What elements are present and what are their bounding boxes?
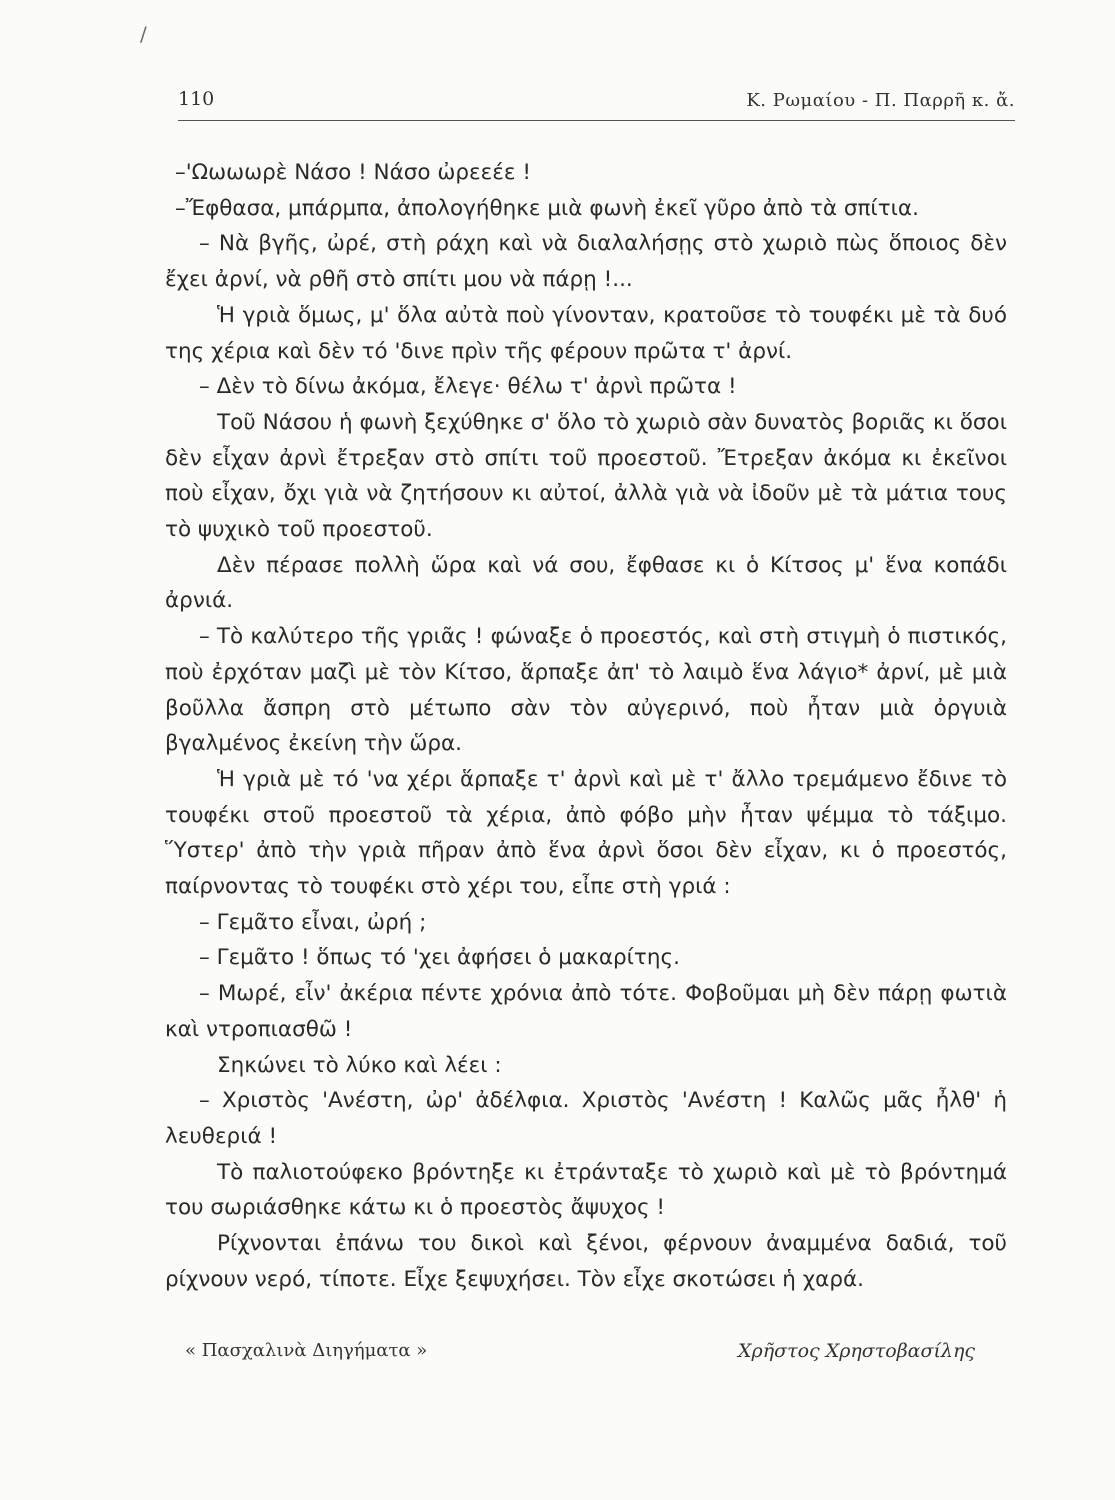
paragraph: Ἡ γριὰ μὲ τό 'να χέρι ἅρπαξε τ' ἀρνὶ καὶ μὲ τ' ἄλλο τρεμάμενο ἔδινε τὸ τουφέκι στοῦ προεστοῦ τὰ χέρια, ἀπὸ φόβο μὴν ἦταν ψέμμα τὸ τάξιμο. Ὕστερ' ἀπὸ τὴν γριὰ πῆραν ἀπὸ ἕνα ἀρνὶ ὅσοι δὲν εἶχαν, κι ὁ προεστός, παίρνοντας τὸ τουφέκι στὸ χέρι του, εἶπε στὴ γριά : (165, 766, 1007, 900)
paragraph: Ἡ γριὰ ὅμως, μ' ὅλα αὐτὰ ποὺ γίνονταν, κρατοῦσε τὸ τουφέκι μὲ τὰ δυό της χέρια καὶ δὲν τό 'δινε πρὶν τῆς φέρουν πρῶτα τ' ἀρνί. (165, 302, 1007, 364)
paragraph: – Χριστὸς 'Ανέστη, ὠρ' ἀδέλφια. Χριστὸς 'Ανέστη ! Καλῶς μᾶς ἦλθ' ἡ λευθεριά ! (165, 1088, 1007, 1149)
paragraph: – Νὰ βγῆς, ὠρέ, στὴ ράχη καὶ νὰ διαλαλήσῃς στὸ χωριὸ πὼς ὅποιος δὲν ἔχει ἀρνί, νὰ ρθῆ στὸ σπίτι μου νὰ πάρῃ !... (165, 231, 1007, 293)
paragraph: Δὲν πέρασε πολλὴ ὥρα καὶ νά σου, ἔφθασε κι ὁ Κίτσος μ' ἕνα κοπάδι ἀρνιά. (165, 552, 1007, 614)
paragraph: –'Ωωωωρὲ Νάσο ! Νάσο ὠρεεέε ! (175, 160, 531, 185)
author-name: Χρῆστος Χρηστοβασίλης (738, 1340, 975, 1362)
paragraph: – Μωρέ, εἶν' ἀκέρια πέντε χρόνια ἀπὸ τότε. Φοβοῦμαι μὴ δὲν πάρῃ φωτιὰ καὶ ντροπιασθῶ ! (165, 981, 1007, 1042)
paragraph: – Δὲν τὸ δίνω ἀκόμα, ἔλεγε· θέλω τ' ἀρνὶ πρῶτα ! (199, 374, 737, 400)
margin-mark: / (140, 22, 147, 46)
running-title: Κ. Ρωμαίου - Π. Παρρῆ κ. ἄ. (746, 90, 1015, 111)
story-text (165, 155, 1007, 1298)
paragraph: – Τὸ καλύτερο τῆς γριᾶς ! φώναξε ὁ προεστός, καὶ στὴ στιγμὴ ὁ πιστικός, ποὺ ἐρχόταν μαζὶ μὲ τὸν Κίτσο, ἅρπαξε ἀπ' τὸ λαιμὸ ἕνα λάγιο* ἀρνί, μὲ μιὰ βοῦλλα ἄσπρη στὸ μέτωπο σὰν τὸν αὐγερινό, ποὺ ἦταν μιὰ ὀργυιὰ βγαλμένος ἐκείνη τὴν ὥρα. (165, 624, 1007, 757)
paragraph: Τοῦ Νάσου ἡ φωνὴ ξεχύθηκε σ' ὅλο τὸ χωριὸ σὰν δυνατὸς βοριᾶς κι ὅσοι δὲν εἶχαν ἀρνὶ ἔτρεξαν στὸ σπίτι τοῦ προεστοῦ. Ἔτρεξαν ἀκόμα κι ἐκεῖνοι ποὺ εἶχαν, ὄχι γιὰ νὰ ζητήσουν κι αὐτοί, ἀλλὰ γιὰ νὰ ἰδοῦν μὲ τὰ μάτια τους τὸ ψυχικὸ τοῦ προεστοῦ. (165, 409, 1007, 543)
paragraph: – Γεμᾶτο ! ὅπως τό 'χει ἀφήσει ὁ μακαρίτης. (199, 945, 680, 971)
paragraph: –Ἔφθασα, μπάρμπα, ἀπολογήθηκε μιὰ φωνὴ ἐκεῖ γῦρο ἀπὸ τὰ σπίτια. (175, 195, 919, 221)
page-header (178, 88, 1015, 121)
paragraph: Ρίχνονται ἐπάνω του δικοὶ καὶ ξένοι, φέρνουν ἀναμμένα δαδιά, τοῦ ρίχνουν νερό, τίποτε. Εἶχε ξεψυχήσει. Τὸν εἶχε σκοτώσει ἡ χαρά. (165, 1231, 1007, 1292)
source-title: « Πασχαλινὰ Διηγήματα » (185, 1340, 428, 1361)
page-footer (165, 1340, 1015, 1374)
paragraph: Τὸ παλιοτούφεκο βρόντηξε κι ἐτράνταξε τὸ χωριὸ καὶ μὲ τὸ βρόντημά του σωριάσθηκε κάτω κι ὁ προεστὸς ἄψυχος ! (165, 1159, 1007, 1221)
paragraph: Σηκώνει τὸ λύκο καὶ λέει : (217, 1052, 502, 1078)
page-number: 110 (178, 88, 215, 110)
paragraph: – Γεμᾶτο εἶναι, ὠρή ; (199, 909, 427, 935)
